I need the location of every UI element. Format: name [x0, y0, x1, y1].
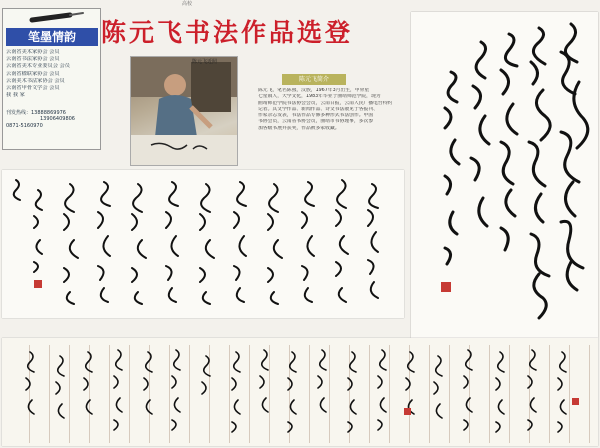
bio-line: 七星镇人，大学文化，1983年毕业于曲靖师范学院，现为: [258, 94, 381, 100]
bio-text: [258, 88, 408, 132]
calligraphy-artwork: [2, 170, 404, 318]
photo-caption: 陈元飞近照: [192, 59, 218, 65]
bio-line: 书协会员，云南省书协会员，曲靖市书协理事，多次参: [258, 119, 374, 125]
photo-image: [131, 57, 237, 165]
calligraphy-scroll-vertical: [411, 12, 598, 338]
ad-line: 云南省美术专业委员会 会员: [6, 63, 70, 70]
ad-line: 云南省楹联家协会 会员: [6, 70, 60, 77]
calligraphy-scroll-horizontal: [2, 170, 404, 318]
bio-line: 陈元飞，笔名陈燕，汉族，1967年3月出生，甲骨星: [258, 88, 370, 93]
brush-icon: [30, 10, 85, 24]
calligraphy-artwork: [411, 12, 598, 338]
ad-contact: [6, 110, 96, 129]
ad-line: 我 我 家: [6, 92, 25, 99]
ad-contact-line: 0871-5160970: [6, 122, 43, 129]
page-tag: 高校: [182, 1, 193, 7]
ad-line: 云南省甲骨文学会 会员: [6, 85, 60, 92]
calligraphy-artwork: [2, 338, 598, 446]
ad-heading: 笔墨情韵: [6, 28, 98, 46]
artist-photo: [130, 56, 238, 166]
ad-line: 云南美术书法家协会 会员: [6, 77, 65, 84]
bio-line: 曲靖师范学院书法协会会员，云南日报，云南人民广播电台特约: [258, 100, 393, 106]
ad-line: 云南省书法家协会 会员: [6, 56, 60, 63]
bio-line: 作家杂志发表，书法作品专修多种形式书法创作。中国: [258, 113, 374, 119]
bio-line: 记者。其文学作品、新闻作品、诗文书法散见于各报刊、: [258, 106, 378, 112]
ad-contact-line: 13906409806: [40, 116, 75, 123]
ad-line: 云南省美术家协会 会员: [6, 49, 60, 55]
ad-contact-line: 刊发热线：13888869976: [6, 110, 66, 116]
bio-line: 加各级书展并获奖，作品被多家收藏。: [258, 125, 340, 131]
ad-member-list: [6, 49, 98, 99]
bio-tag: 陈元飞简介: [282, 74, 346, 85]
page-title: 陈元飞书法作品选登: [101, 18, 354, 47]
